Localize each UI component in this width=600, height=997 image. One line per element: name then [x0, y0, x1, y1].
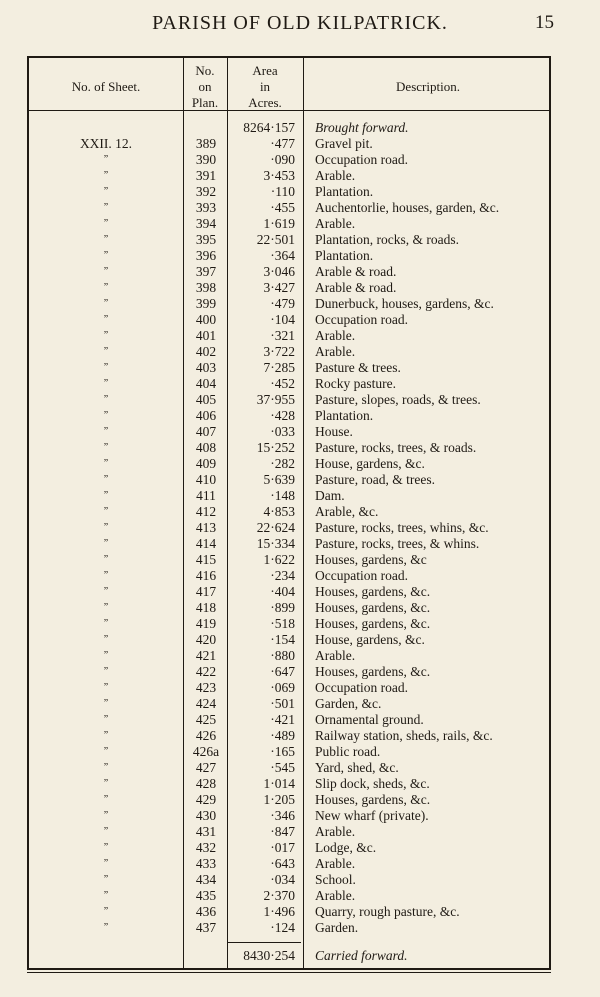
description-cell: Houses, gardens, &c. — [315, 616, 431, 631]
table-row — [29, 184, 549, 200]
sheet-cell: ” — [103, 170, 109, 181]
area-cell: ·148 — [270, 488, 295, 503]
area-cell: 37·955 — [256, 392, 295, 407]
plan-number-cell: 395 — [195, 232, 217, 247]
sheet-cell: ” — [103, 666, 109, 677]
table-row — [29, 888, 549, 904]
area-cell: ·321 — [270, 328, 295, 343]
description-cell: Pasture, slopes, roads, & trees. — [315, 392, 481, 407]
table-row — [29, 152, 549, 168]
table-row — [29, 392, 549, 408]
sheet-cell: ” — [103, 570, 109, 581]
sheet-cell: ” — [103, 698, 109, 709]
table-row — [29, 232, 549, 248]
table-row — [29, 456, 549, 472]
table-row — [29, 696, 549, 712]
plan-header-line: Plan. — [191, 95, 219, 110]
area-cell: 22·501 — [256, 232, 295, 247]
description-cell: Yard, shed, &c. — [315, 760, 399, 775]
table-row — [29, 216, 549, 232]
sheet-cell: ” — [103, 186, 109, 197]
table-row — [29, 472, 549, 488]
area-cell: ·847 — [270, 824, 295, 839]
plan-number-cell: 414 — [195, 536, 217, 551]
sheet-cell: ” — [103, 442, 109, 453]
table-row — [29, 648, 549, 664]
area-cell: ·455 — [270, 200, 295, 215]
plan-number-cell: 410 — [195, 472, 217, 487]
description-column-header: Description. — [396, 79, 460, 94]
area-cell: ·110 — [270, 184, 295, 199]
plan-number-cell: 396 — [195, 248, 217, 263]
sheet-cell: ” — [103, 794, 109, 805]
area-cell: ·165 — [270, 744, 295, 759]
area-cell: ·404 — [270, 584, 295, 599]
area-cell: ·069 — [270, 680, 295, 695]
plan-number-cell: 420 — [195, 632, 217, 647]
table-row — [29, 504, 549, 520]
area-cell: ·452 — [270, 376, 295, 391]
description-cell: Arable. — [315, 328, 356, 343]
table-row — [29, 312, 549, 328]
table-row — [29, 872, 549, 888]
plan-number-cell: 390 — [195, 152, 217, 167]
sheet-cell: ” — [103, 826, 109, 837]
table-body — [29, 120, 549, 936]
area-cell: ·364 — [270, 248, 295, 263]
table-row — [29, 248, 549, 264]
area-cell: 15·252 — [256, 440, 295, 455]
plan-number-cell: 412 — [195, 504, 217, 519]
table-row — [29, 568, 549, 584]
sheet-cell: ” — [103, 922, 109, 933]
description-cell: Pasture, rocks, trees, whins, &c. — [315, 520, 489, 535]
area-cell: 3·453 — [263, 168, 295, 183]
table-row — [29, 376, 549, 392]
table-row — [29, 776, 549, 792]
sheet-cell: ” — [103, 490, 109, 501]
area-cell: 1·619 — [263, 216, 295, 231]
sheet-cell: ” — [103, 154, 109, 165]
description-cell: New wharf (private). — [315, 808, 429, 823]
sheet-cell: ” — [103, 506, 109, 517]
sheet-cell: ” — [103, 778, 109, 789]
description-cell: Houses, gardens, &c. — [315, 664, 431, 679]
sheet-cell: ” — [103, 746, 109, 757]
plan-number-cell: 427 — [195, 760, 217, 775]
plan-header-line: on — [198, 79, 212, 94]
plan-number-cell: 393 — [195, 200, 217, 215]
sheet-cell: ” — [103, 586, 109, 597]
description-cell: Occupation road. — [315, 568, 408, 583]
description-cell: Plantation. — [315, 248, 374, 263]
area-cell: ·282 — [270, 456, 295, 471]
total-rule — [227, 942, 301, 943]
area-cell: 5·639 — [263, 472, 295, 487]
table-row — [29, 680, 549, 696]
description-cell: Arable & road. — [315, 280, 397, 295]
sheet-cell: ” — [103, 714, 109, 725]
plan-number-cell: 437 — [195, 920, 217, 935]
table-row — [29, 760, 549, 776]
plan-number-cell: 394 — [195, 216, 217, 231]
table-row — [29, 424, 549, 440]
sheet-cell: ” — [103, 346, 109, 357]
frame-bottom-rule — [27, 972, 551, 973]
area-cell: ·154 — [270, 632, 295, 647]
table-row — [29, 264, 549, 280]
description-cell: Dam. — [315, 488, 345, 503]
description-cell: House. — [315, 424, 353, 439]
plan-number-cell: 392 — [195, 184, 217, 199]
area-cell: 3·046 — [263, 264, 295, 279]
plan-number-cell: 429 — [195, 792, 217, 807]
plan-number-cell: 400 — [195, 312, 217, 327]
area-cell: ·034 — [270, 872, 295, 887]
description-cell: Public road. — [315, 744, 381, 759]
sheet-cell: ” — [103, 682, 109, 693]
table-row — [29, 360, 549, 376]
description-cell: Arable. — [315, 888, 356, 903]
description-cell: Arable & road. — [315, 264, 397, 279]
table-row — [29, 744, 549, 760]
plan-number-cell: 436 — [195, 904, 217, 919]
area-cell: ·234 — [270, 568, 295, 583]
description-cell: Occupation road. — [315, 152, 408, 167]
plan-number-cell: 409 — [195, 456, 217, 471]
description-cell: Occupation road. — [315, 680, 408, 695]
table-row — [29, 904, 549, 920]
area-cell: 7·285 — [263, 360, 295, 375]
table-row — [29, 536, 549, 552]
area-header-line: in — [259, 79, 271, 94]
plan-number-cell: 403 — [195, 360, 217, 375]
area-cell: ·518 — [270, 616, 295, 631]
plan-number-cell: 431 — [195, 824, 217, 839]
area-cell: ·017 — [270, 840, 295, 855]
area-cell: 3·427 — [263, 280, 295, 295]
area-cell: ·479 — [270, 296, 295, 311]
area-cell: ·501 — [270, 696, 295, 711]
sheet-cell: ” — [103, 538, 109, 549]
area-header-line: Area — [252, 63, 278, 78]
description-cell: Houses, gardens, &c. — [315, 600, 431, 615]
sheet-cell: XXII. 12. — [79, 136, 133, 151]
table-row — [29, 440, 549, 456]
table-row — [29, 328, 549, 344]
sheet-cell: ” — [103, 426, 109, 437]
plan-number-cell: 428 — [195, 776, 217, 791]
description-cell: Houses, gardens, &c — [315, 552, 427, 567]
plan-number-cell: 397 — [195, 264, 217, 279]
sheet-cell: ” — [103, 234, 109, 245]
brought-forward-area: 8264·157 — [243, 120, 295, 135]
area-cell: ·643 — [270, 856, 295, 871]
sheet-cell: ” — [103, 250, 109, 261]
description-cell: Arable. — [315, 648, 356, 663]
area-cell: ·489 — [270, 728, 295, 743]
plan-number-cell: 401 — [195, 328, 217, 343]
table-row — [29, 792, 549, 808]
table-row — [29, 616, 549, 632]
table-row — [29, 712, 549, 728]
description-cell: Arable. — [315, 856, 356, 871]
table-row — [29, 920, 549, 936]
description-cell: Auchentorlie, houses, garden, &c. — [315, 200, 500, 215]
description-cell: Gravel pit. — [315, 136, 373, 151]
sheet-cell: ” — [103, 202, 109, 213]
area-cell: ·104 — [270, 312, 295, 327]
description-cell: Slip dock, sheds, &c. — [315, 776, 430, 791]
description-cell: Quarry, rough pasture, &c. — [315, 904, 460, 919]
area-header-line: Acres. — [248, 95, 282, 110]
table-row — [29, 600, 549, 616]
area-cell: 1·014 — [263, 776, 295, 791]
sheet-cell: ” — [103, 394, 109, 405]
table-row — [29, 856, 549, 872]
area-cell: 15·334 — [256, 536, 295, 551]
plan-number-cell: 415 — [195, 552, 217, 567]
plan-number-cell: 404 — [195, 376, 217, 391]
table-row — [29, 552, 549, 568]
table-row — [29, 280, 549, 296]
area-cell: 2·370 — [263, 888, 295, 903]
sheet-cell: ” — [103, 650, 109, 661]
plan-number-cell: 398 — [195, 280, 217, 295]
area-cell: ·545 — [270, 760, 295, 775]
plan-number-cell: 426 — [195, 728, 217, 743]
page-number: 15 — [535, 12, 554, 33]
page-title: PARISH OF OLD KILPATRICK. — [152, 12, 448, 34]
description-cell: Arable. — [315, 216, 356, 231]
sheet-cell: ” — [103, 858, 109, 869]
table-row — [29, 840, 549, 856]
area-cell: 4·853 — [263, 504, 295, 519]
sheet-cell: ” — [103, 602, 109, 613]
plan-number-cell: 432 — [195, 840, 217, 855]
plan-number-cell: 399 — [195, 296, 217, 311]
sheet-cell: ” — [103, 634, 109, 645]
description-cell: Garden, &c. — [315, 696, 382, 711]
table-frame — [27, 56, 551, 970]
description-cell: Plantation. — [315, 184, 374, 199]
plan-number-cell: 408 — [195, 440, 217, 455]
area-cell: ·033 — [270, 424, 295, 439]
sheet-cell: ” — [103, 522, 109, 533]
plan-number-cell: 435 — [195, 888, 217, 903]
description-cell: Arable. — [315, 344, 356, 359]
sheet-cell: ” — [103, 618, 109, 629]
sheet-cell: ” — [103, 554, 109, 565]
plan-number-cell: 425 — [195, 712, 217, 727]
table-row — [29, 408, 549, 424]
area-cell: ·346 — [270, 808, 295, 823]
plan-number-cell: 402 — [195, 344, 217, 359]
description-cell: Arable. — [315, 824, 356, 839]
area-cell: ·899 — [270, 600, 295, 615]
plan-number-cell: 419 — [195, 616, 217, 631]
plan-number-cell: 418 — [195, 600, 217, 615]
plan-number-cell: 422 — [195, 664, 217, 679]
sheet-cell: ” — [103, 842, 109, 853]
description-cell: Pasture, road, & trees. — [315, 472, 435, 487]
table-row — [29, 168, 549, 184]
plan-number-cell: 407 — [195, 424, 217, 439]
sheet-cell: ” — [103, 762, 109, 773]
table-row — [29, 632, 549, 648]
plan-header-line: No. — [195, 63, 215, 78]
carried-forward-row — [29, 948, 549, 964]
area-cell: ·124 — [270, 920, 295, 935]
area-cell: ·428 — [270, 408, 295, 423]
description-cell: Pasture & trees. — [315, 360, 401, 375]
description-cell: Ornamental ground. — [315, 712, 424, 727]
plan-number-cell: 430 — [195, 808, 217, 823]
sheet-cell: ” — [103, 474, 109, 485]
sheet-cell: ” — [103, 906, 109, 917]
table-row — [29, 296, 549, 312]
description-cell: Plantation, rocks, & roads. — [315, 232, 459, 247]
description-cell: School. — [315, 872, 356, 887]
sheet-cell: ” — [103, 218, 109, 229]
area-cell: 22·624 — [256, 520, 295, 535]
description-cell: Houses, gardens, &c. — [315, 792, 431, 807]
table-row — [29, 520, 549, 536]
table-row — [29, 136, 549, 152]
description-cell: House, gardens, &c. — [315, 632, 425, 647]
sheet-cell: ” — [103, 298, 109, 309]
brought-forward-label: Brought forward. — [315, 120, 409, 135]
area-cell: 1·622 — [263, 552, 295, 567]
description-cell: Pasture, rocks, trees, & whins. — [315, 536, 480, 551]
sheet-cell: ” — [103, 410, 109, 421]
description-cell: Arable, &c. — [315, 504, 379, 519]
plan-number-cell: 424 — [195, 696, 217, 711]
plan-number-cell: 416 — [195, 568, 217, 583]
description-cell: Pasture, rocks, trees, & roads. — [315, 440, 477, 455]
carried-forward-area: 8430·254 — [243, 948, 295, 963]
table-row — [29, 824, 549, 840]
description-cell: Dunerbuck, houses, gardens, &c. — [315, 296, 494, 311]
sheet-cell: ” — [103, 730, 109, 741]
brought-forward-row — [29, 120, 549, 136]
area-cell: ·477 — [270, 136, 295, 151]
sheet-cell: ” — [103, 378, 109, 389]
table-row — [29, 584, 549, 600]
plan-number-cell: 405 — [195, 392, 217, 407]
area-cell: ·647 — [270, 664, 295, 679]
description-cell: Lodge, &c. — [315, 840, 377, 855]
description-cell: Railway station, sheds, rails, &c. — [315, 728, 493, 743]
plan-number-cell: 411 — [196, 488, 216, 503]
area-cell: 3·722 — [263, 344, 295, 359]
description-cell: Occupation road. — [315, 312, 408, 327]
table-row — [29, 344, 549, 360]
plan-number-cell: 391 — [195, 168, 217, 183]
area-cell: ·421 — [270, 712, 295, 727]
plan-number-cell: 423 — [195, 680, 217, 695]
plan-number-cell: 406 — [195, 408, 217, 423]
sheet-cell: ” — [103, 362, 109, 373]
sheet-cell: ” — [103, 330, 109, 341]
description-cell: Houses, gardens, &c. — [315, 584, 431, 599]
description-cell: Rocky pasture. — [315, 376, 396, 391]
plan-number-cell: 421 — [195, 648, 217, 663]
area-cell: ·090 — [270, 152, 295, 167]
plan-number-cell: 413 — [195, 520, 217, 535]
table-row — [29, 488, 549, 504]
description-cell: House, gardens, &c. — [315, 456, 425, 471]
area-column-header — [227, 63, 303, 111]
table-row — [29, 664, 549, 680]
table-row — [29, 808, 549, 824]
carried-forward-label: Carried forward. — [315, 948, 408, 963]
description-cell: Garden. — [315, 920, 359, 935]
sheet-cell: ” — [103, 266, 109, 277]
plan-number-cell: 417 — [195, 584, 217, 599]
sheet-cell: ” — [103, 874, 109, 885]
plan-number-cell: 433 — [195, 856, 217, 871]
sheet-cell: ” — [103, 458, 109, 469]
description-cell: Plantation. — [315, 408, 374, 423]
sheet-cell: ” — [103, 314, 109, 325]
plan-number-cell: 389 — [195, 136, 217, 151]
area-cell: 1·205 — [263, 792, 295, 807]
description-cell: Arable. — [315, 168, 356, 183]
sheet-column-header: No. of Sheet. — [71, 79, 141, 94]
plan-number-cell: 434 — [195, 872, 217, 887]
table-row — [29, 200, 549, 216]
sheet-cell: ” — [103, 282, 109, 293]
area-cell: ·880 — [270, 648, 295, 663]
sheet-cell: ” — [103, 890, 109, 901]
table-row — [29, 728, 549, 744]
sheet-cell: ” — [103, 810, 109, 821]
plan-column-header — [183, 63, 227, 111]
plan-number-cell: 426a — [192, 744, 220, 759]
area-cell: 1·496 — [263, 904, 295, 919]
